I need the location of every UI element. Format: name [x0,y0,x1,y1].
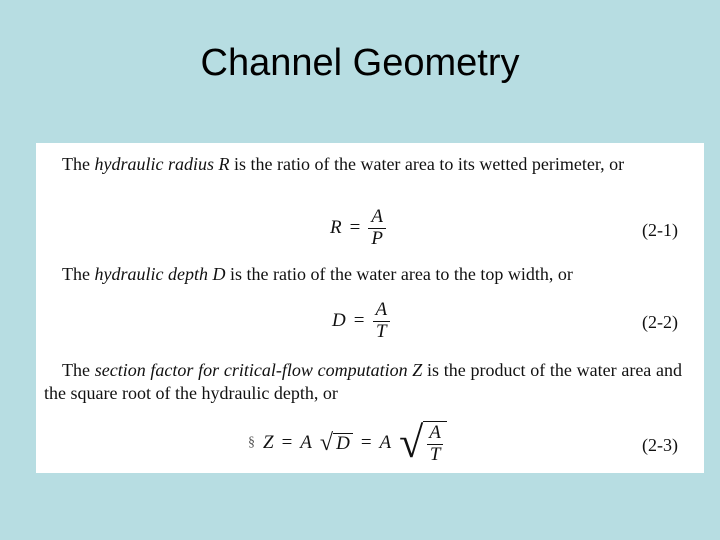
eq3-sqrt-fraction [399,418,447,467]
eq2-fraction [372,300,390,342]
eq3-equals-1: = [281,432,293,453]
eq3-lhs: Z [263,432,274,453]
eq2-lhs: D [332,310,346,331]
eq3-equals-2: = [360,432,372,453]
equation-number-2-1: (2-1) [642,220,678,240]
eq3-area-2: A [379,432,392,453]
p2-pre: The [62,264,95,284]
p1-pre: The [62,154,95,174]
eq1-lhs: R [330,217,342,238]
section-mark: § [248,435,255,450]
eq1-denominator: P [368,228,386,249]
eq3-area-1: A [300,432,312,453]
p3-term: section factor for critical-flow computation Z [94,360,423,380]
hydraulic-depth-definition [62,263,682,286]
eq3-radicand-fraction [423,421,447,465]
p2-term: hydraulic depth D [94,264,226,284]
radical-sign-small: √ [319,430,334,456]
textbook-excerpt [36,143,704,473]
hydraulic-radius-definition [44,153,682,176]
eq1-numerator: A [371,206,383,227]
slide-title: Channel Geometry [200,42,520,84]
p3-post: is the product of the water area and the square root of the hydraulic depth, or [44,360,683,403]
eq3-fraction [426,423,444,465]
equation-2-3 [248,418,447,467]
p1-post: is the ratio of the water area to its wetted perimeter, or [229,154,625,174]
eq3-denominator: T [427,444,444,465]
radical-sign-large: √ [399,418,424,467]
eq2-numerator: A [375,299,388,320]
eq2-denominator: T [373,321,390,342]
equation-2-2 [332,300,390,342]
eq3-sqrt-d [320,432,353,454]
eq3-radicand-d: D [333,433,353,454]
eq2-equals: = [353,310,365,331]
eq1-fraction [368,207,386,249]
p3-pre: The [62,360,95,380]
p1-term: hydraulic radius R [94,154,230,174]
section-factor-definition [44,359,682,405]
eq3-numerator: A [429,422,441,443]
equation-number-2-3: (2-3) [642,435,678,455]
eq1-equals: = [349,217,361,238]
p2-post: is the ratio of the water area to the top width, or [225,264,573,284]
equation-number-2-2: (2-2) [642,312,678,332]
equation-2-1 [330,207,386,249]
